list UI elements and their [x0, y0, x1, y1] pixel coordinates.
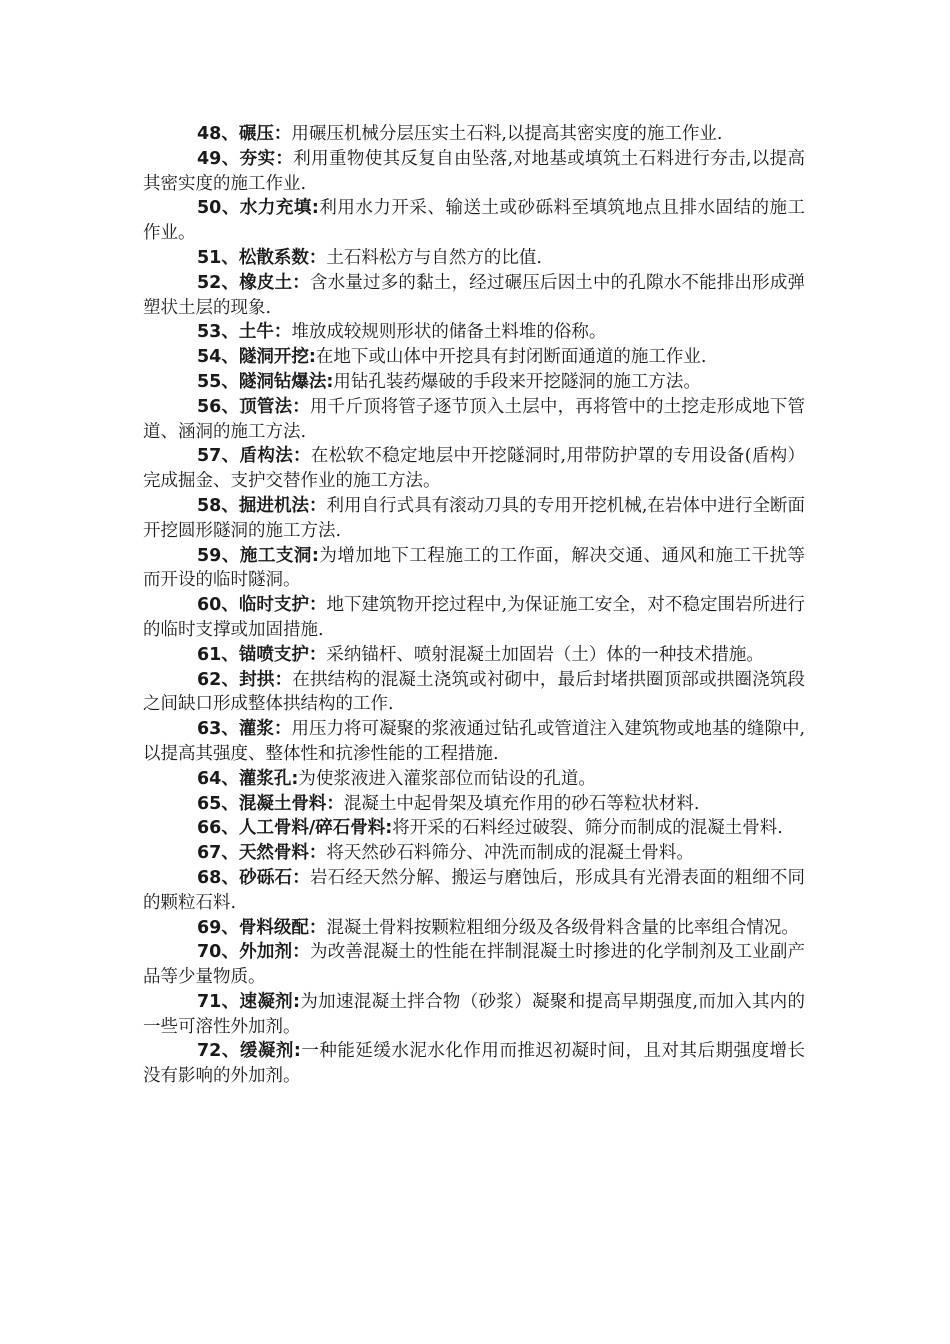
entry-term: 灌浆孔 — [238, 768, 292, 789]
entry-term: 松散系数 — [238, 247, 309, 268]
glossary-entry — [143, 792, 805, 817]
entry-number: 65 — [197, 793, 222, 814]
glossary-entry — [143, 668, 805, 718]
entry-number-separator: 、 — [221, 396, 240, 417]
entry-definition: 在地下或山体中开挖具有封闭断面通道的施工作业. — [315, 347, 707, 368]
entry-number: 60 — [197, 595, 222, 616]
entry-definition: 利用水力开采、输送土或砂砾料至填筑地点且排水固结的施工作业。 — [143, 198, 806, 244]
glossary-entry — [143, 370, 805, 395]
entry-number: 52 — [197, 272, 222, 293]
entry-colon: ： — [326, 793, 344, 814]
entry-number-separator: 、 — [221, 371, 239, 392]
entry-number: 72 — [197, 1041, 222, 1062]
entry-colon: ： — [292, 396, 310, 417]
entry-definition: 将开采的石料经过破裂、筛分而制成的混凝土骨料. — [392, 818, 783, 839]
entry-number-separator: 、 — [221, 867, 240, 888]
glossary-entry — [143, 320, 805, 345]
entry-colon: ： — [308, 595, 327, 616]
entry-number-separator: 、 — [221, 1041, 240, 1062]
entry-definition: 利用自行式具有滚动刀具的专用开挖机械,在岩体中进行全断面开挖圆形隧洞的施工方法. — [143, 495, 806, 541]
entry-number-separator: 、 — [221, 991, 240, 1012]
entry-number-separator: 、 — [221, 818, 239, 839]
glossary-entry — [143, 841, 805, 866]
glossary-entry — [143, 916, 805, 941]
entry-term: 临时支护 — [238, 595, 309, 616]
glossary-entry — [143, 990, 805, 1040]
entry-number: 67 — [197, 843, 222, 864]
entry-term: 外加剂 — [239, 942, 293, 963]
entry-number-separator: 、 — [221, 148, 240, 169]
entry-colon: : — [293, 1041, 301, 1062]
entry-number-separator: 、 — [221, 768, 239, 789]
glossary-entry — [143, 866, 805, 916]
entry-term: 锚喷支护 — [238, 644, 309, 665]
entry-colon: : — [291, 768, 299, 789]
entry-term: 土牛 — [238, 322, 274, 343]
entry-term: 水力充填 — [239, 198, 312, 219]
entry-number-separator: 、 — [221, 793, 239, 814]
entry-term: 顶管法 — [239, 396, 293, 417]
entry-colon: : — [293, 991, 300, 1012]
entry-colon: ： — [308, 917, 327, 938]
entry-definition: 岩石经天然分解、搬运与磨蚀后，形成具有光滑表面的粗细不同的颗粒石料. — [143, 867, 806, 913]
entry-colon: ： — [308, 644, 327, 665]
entry-term: 掘进机法 — [238, 495, 309, 516]
entry-number-separator: 、 — [221, 595, 239, 616]
entry-number-separator: 、 — [221, 198, 240, 219]
entry-number-separator: 、 — [221, 843, 239, 864]
entry-term: 骨料级配 — [238, 917, 309, 938]
entry-definition: 混凝土中起骨架及填充作用的砂石等粒状材料. — [343, 793, 700, 814]
entry-number-separator: 、 — [221, 669, 240, 690]
entry-colon: ： — [308, 495, 327, 516]
entry-definition: 在拱结构的混凝土浇筑或衬砌中，最后封堵拱圈顶部或拱圈浇筑段之间缺口形成整体拱结构的工作. — [143, 669, 806, 715]
entry-number: 59 — [197, 545, 222, 566]
entry-number: 62 — [197, 669, 222, 690]
entry-number-separator: 、 — [221, 347, 239, 368]
entry-colon: ： — [293, 446, 311, 467]
entry-term: 盾构法 — [239, 446, 294, 467]
entry-colon: : — [326, 371, 334, 392]
glossary-entry — [143, 643, 805, 668]
entry-definition: 用钻孔装药爆破的手段来开挖隧洞的施工方法。 — [333, 371, 701, 392]
entry-definition: 堆放成较规则形状的储备土料堆的俗称。 — [291, 322, 607, 343]
glossary-entry — [143, 246, 805, 271]
glossary-entry — [143, 444, 805, 494]
entry-term: 隧洞钻爆法 — [238, 371, 327, 392]
glossary-list — [143, 122, 805, 1089]
entry-term: 夯实 — [239, 148, 276, 169]
entry-number-separator: 、 — [221, 247, 239, 268]
entry-term: 速凝剂 — [239, 991, 293, 1012]
glossary-entry — [143, 345, 805, 370]
entry-colon: ： — [292, 942, 310, 963]
entry-term: 混凝土骨料 — [238, 793, 327, 814]
entry-number: 57 — [197, 446, 222, 467]
entry-number-separator: 、 — [221, 322, 239, 343]
entry-colon: ： — [273, 719, 292, 740]
entry-number: 63 — [197, 719, 222, 740]
entry-term: 碾压 — [238, 124, 274, 144]
entry-term: 缓凝剂 — [239, 1041, 294, 1062]
glossary-entry — [143, 940, 805, 990]
entry-number-separator: 、 — [221, 272, 240, 293]
entry-colon: ： — [292, 867, 310, 888]
entry-number: 51 — [197, 247, 222, 268]
entry-number: 66 — [197, 818, 222, 839]
entry-number-separator: 、 — [221, 495, 239, 516]
entry-number: 58 — [197, 495, 222, 516]
entry-colon: : — [311, 545, 319, 566]
entry-term: 施工支洞 — [239, 545, 312, 566]
entry-term: 隧洞开挖 — [238, 347, 309, 368]
entry-colon: ： — [292, 272, 310, 293]
entry-number-separator: 、 — [221, 124, 239, 144]
entry-definition: 用碾压机械分层压实土石料,以提高其密实度的施工作业. — [291, 124, 723, 144]
entry-number-separator: 、 — [221, 545, 240, 566]
entry-colon: ： — [308, 247, 327, 268]
entry-number: 48 — [197, 124, 222, 144]
entry-number-separator: 、 — [221, 719, 239, 740]
entry-colon: : — [385, 818, 393, 839]
entry-definition: 一种能延缓水泥水化作用而推迟初凝时间，且对其后期强度增长没有影响的外加剂。 — [143, 1041, 806, 1087]
glossary-entry — [143, 147, 805, 197]
glossary-entry — [143, 767, 805, 792]
entry-definition: 含水量过多的黏土，经过碾压后因土中的孔隙水不能排出形成弹塑状土层的现象. — [143, 272, 806, 318]
glossary-entry — [143, 494, 805, 544]
entry-definition: 为加速混凝土拌合物（砂浆）凝聚和提高早期强度,而加入其内的一些可溶性外加剂。 — [143, 991, 806, 1037]
entry-definition: 用千斤顶将管子逐节顶入土层中，再将管中的土挖走形成地下管道、涵洞的施工方法. — [143, 396, 806, 442]
entry-number: 49 — [197, 148, 222, 169]
entry-number-separator: 、 — [221, 644, 239, 665]
entry-number: 69 — [197, 917, 222, 938]
entry-number-separator: 、 — [221, 942, 240, 963]
entry-number: 61 — [197, 644, 222, 665]
entry-colon: ： — [275, 148, 294, 169]
glossary-entry — [143, 1039, 805, 1089]
glossary-entry — [143, 395, 805, 445]
entry-number: 68 — [197, 867, 222, 888]
entry-number: 70 — [197, 942, 222, 963]
entry-number: 64 — [197, 768, 222, 789]
entry-colon: ： — [274, 669, 293, 690]
entry-definition: 将天然砂石料筛分、冲洗而制成的混凝土骨料。 — [326, 843, 694, 864]
entry-definition: 用压力将可凝聚的浆液通过钻孔或管道注入建筑物或地基的缝隙中,以提高其强度、整体性和抗渗性能的工程措施. — [143, 719, 806, 764]
entry-definition: 在松软不稳定地层中开挖隧洞时,用带防护罩的专用设备(盾构）完成掘金、支护交替作业的施工方法。 — [143, 446, 806, 492]
entry-definition: 土石料松方与自然方的比值. — [326, 247, 542, 268]
entry-definition: 地下建筑物开挖过程中,为保证施工安全，对不稳定围岩所进行的临时支撑或加固措施. — [143, 595, 806, 640]
entry-colon: : — [308, 347, 316, 368]
glossary-entry — [143, 544, 805, 594]
entry-term: 天然骨料 — [238, 843, 309, 864]
entry-number-separator: 、 — [221, 446, 240, 467]
entry-number-separator: 、 — [221, 917, 239, 938]
entry-definition: 为改善混凝土的性能在拌制混凝土时掺进的化学制剂及工业副产品等少量物质。 — [143, 942, 806, 988]
entry-term: 人工骨料/碎石骨料 — [238, 818, 386, 839]
glossary-entry — [143, 196, 805, 246]
entry-definition: 为增加地下工程施工的工作面，解决交通、通风和施工干扰等而开设的临时隧洞。 — [143, 545, 806, 591]
entry-definition: 为使浆液进入灌浆部位而钻设的孔道。 — [298, 768, 596, 789]
entry-colon: ： — [273, 322, 292, 343]
entry-colon: ： — [273, 124, 292, 144]
entry-term: 灌浆 — [238, 719, 274, 740]
entry-colon: : — [311, 198, 319, 219]
entry-number: 54 — [197, 347, 222, 368]
entry-definition: 采纳锚杆、喷射混凝土加固岩（土）体的一种技术措施。 — [326, 644, 764, 665]
glossary-entry — [143, 717, 805, 767]
entry-number: 55 — [197, 371, 222, 392]
entry-term: 橡皮土 — [239, 272, 293, 293]
glossary-entry — [143, 271, 805, 321]
entry-number: 71 — [197, 991, 222, 1012]
entry-definition: 利用重物使其反复自由坠落,对地基或填筑土石料进行夯击,以提高其密实度的施工作业. — [143, 148, 806, 194]
entry-colon: ： — [308, 843, 327, 864]
entry-term: 砂砾石 — [239, 867, 293, 888]
entry-number: 50 — [197, 198, 222, 219]
glossary-entry — [143, 593, 805, 643]
glossary-entry — [143, 816, 805, 841]
entry-definition: 混凝土骨料按颗粒粗细分级及各级骨料含量的比率组合情况。 — [326, 917, 799, 938]
document-page — [143, 122, 805, 1089]
entry-term: 封拱 — [239, 669, 275, 690]
entry-number: 56 — [197, 396, 222, 417]
entry-number: 53 — [197, 322, 222, 343]
glossary-entry — [143, 122, 805, 147]
